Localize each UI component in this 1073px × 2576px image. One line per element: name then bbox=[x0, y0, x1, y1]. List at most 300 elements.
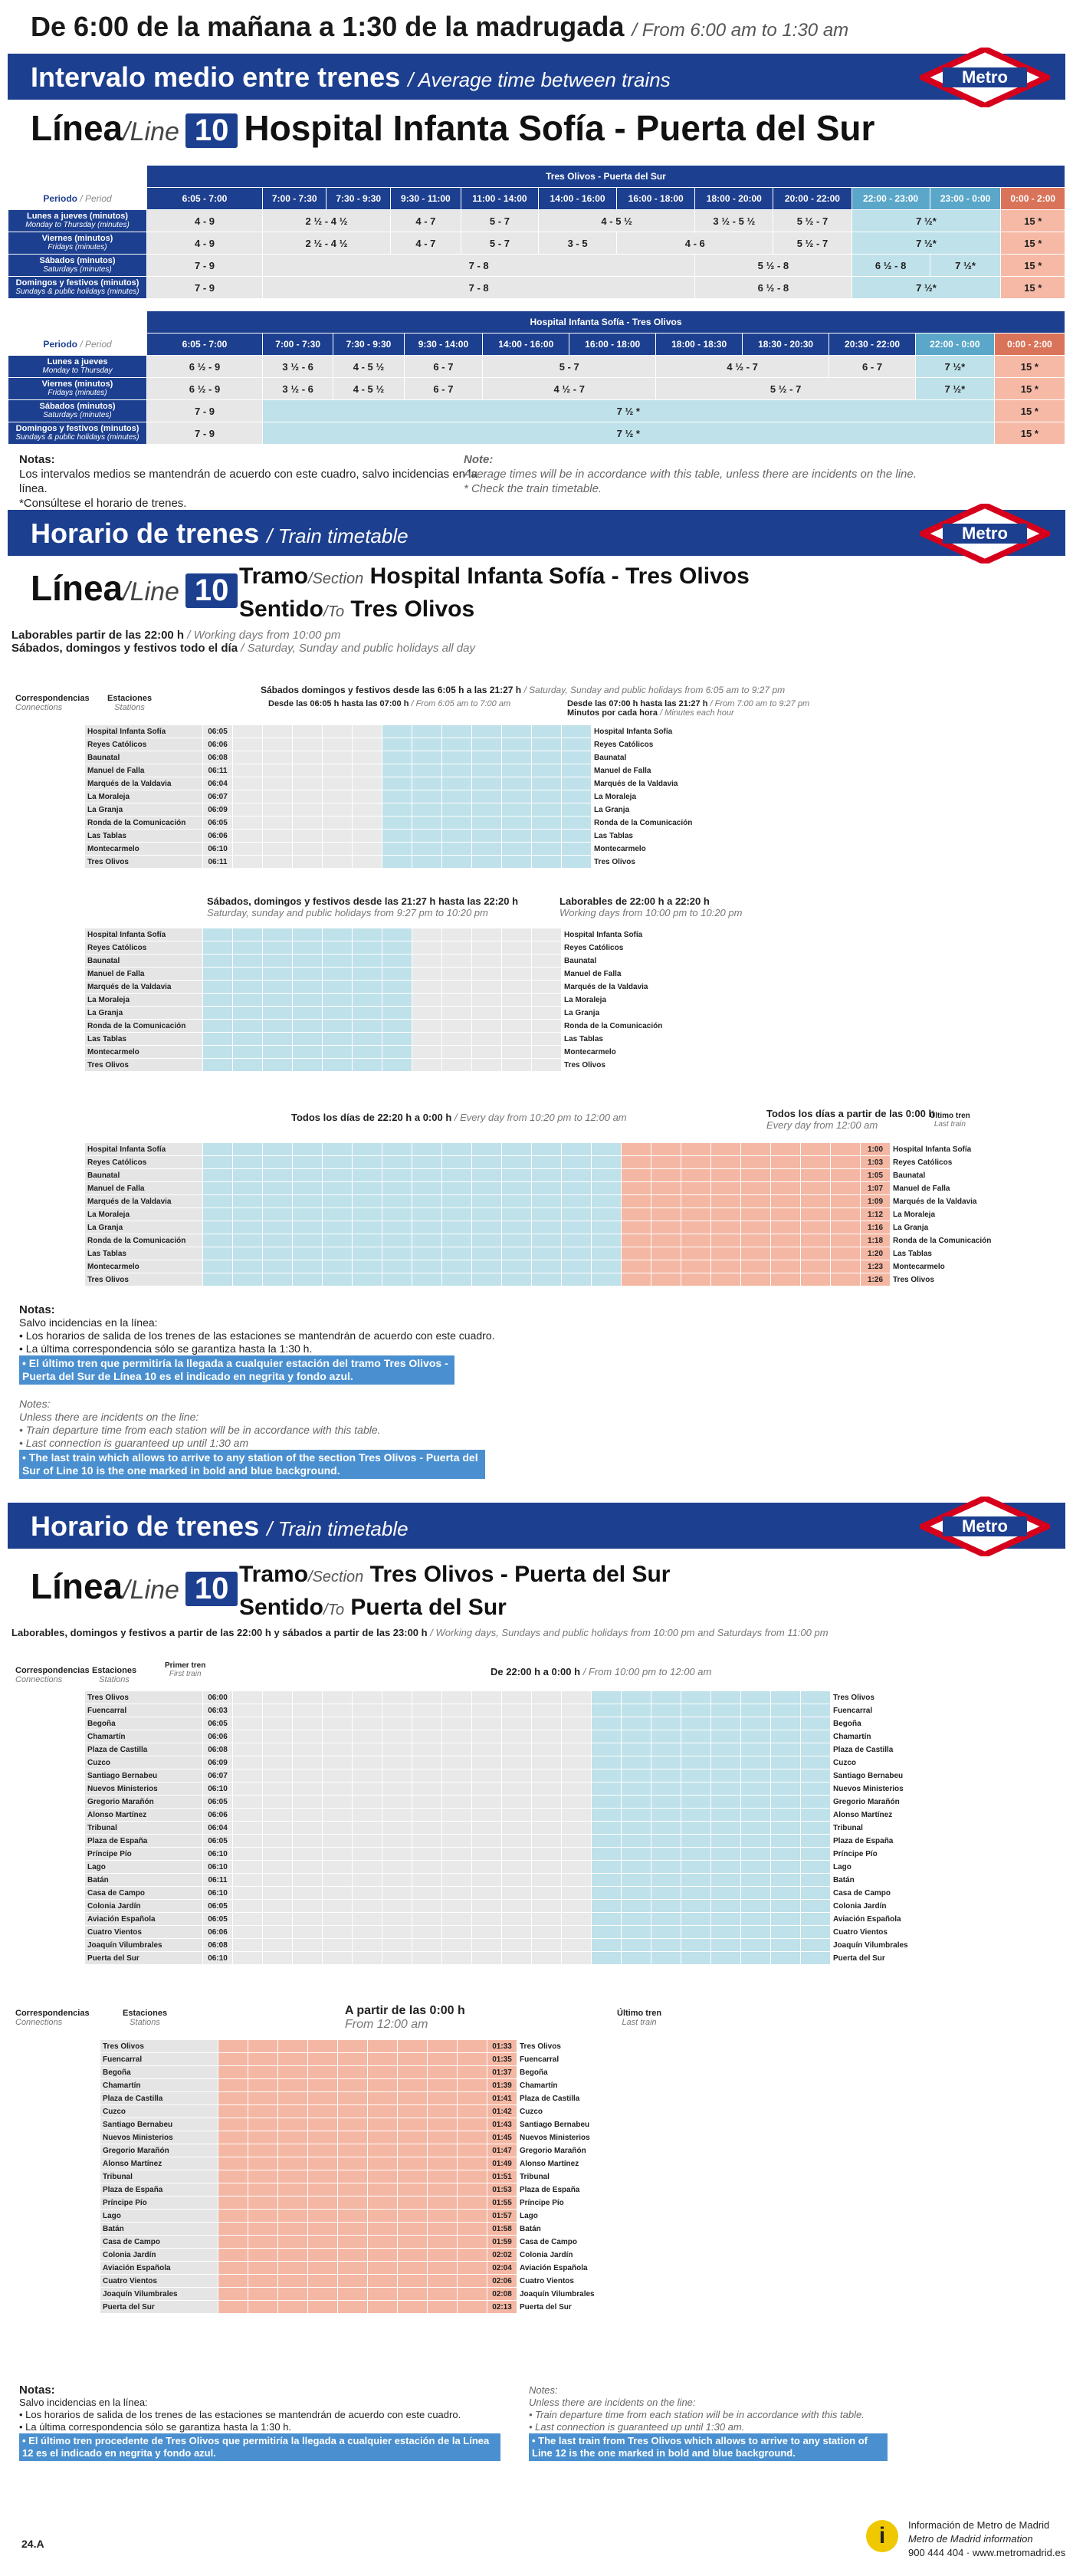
station-name: Ronda de la Comunicación bbox=[85, 1234, 203, 1247]
station-name: Montecarmelo bbox=[85, 843, 203, 856]
timetable-cell bbox=[458, 2053, 487, 2066]
timetable-cell bbox=[353, 1848, 382, 1861]
station-name: Príncipe Pío bbox=[85, 1848, 203, 1861]
timetable-row bbox=[85, 1007, 680, 1020]
timetable-cell bbox=[382, 777, 412, 790]
timetable-cell bbox=[353, 1208, 382, 1221]
timetable-cell bbox=[233, 1234, 263, 1247]
timetable-cell bbox=[502, 843, 532, 856]
timetable-cell bbox=[592, 1195, 622, 1208]
timetable-cell bbox=[233, 928, 263, 941]
timetable-cell bbox=[233, 1743, 263, 1756]
timetable-cell bbox=[472, 843, 502, 856]
timetable-cell bbox=[412, 994, 442, 1007]
station-name: La Granja bbox=[891, 1221, 1009, 1234]
timetable-cell bbox=[428, 2092, 458, 2105]
timetable-cell bbox=[562, 1887, 592, 1900]
timetable-cell bbox=[532, 777, 562, 790]
timetable-cell bbox=[278, 2131, 308, 2144]
timetable-cell bbox=[412, 751, 442, 764]
interval-time-header: 18:00 - 18:30 bbox=[656, 334, 743, 356]
timetable-cell bbox=[248, 2223, 278, 2236]
timetable-cell bbox=[801, 1221, 831, 1234]
timetable-cell bbox=[398, 2249, 428, 2262]
timetable-cell bbox=[428, 2249, 458, 2262]
timetable-cell bbox=[622, 1156, 651, 1169]
station-name: Las Tablas bbox=[592, 830, 710, 843]
timetable-row bbox=[100, 2301, 635, 2314]
timetable-cell bbox=[711, 1926, 741, 1939]
timetable-cell bbox=[681, 1756, 711, 1769]
last-train-time: 01:53 bbox=[487, 2183, 517, 2196]
first-train-time: 06:04 bbox=[203, 777, 233, 790]
timetable-cell bbox=[293, 725, 323, 738]
timetable-cell bbox=[532, 790, 562, 803]
timetable-cell bbox=[532, 1743, 562, 1756]
timetable-cell bbox=[323, 1809, 353, 1822]
timetable-cell bbox=[472, 1033, 502, 1046]
timetable-row bbox=[100, 2118, 635, 2131]
timetable-cell bbox=[458, 2262, 487, 2275]
stations-header-4: Estaciones Stations bbox=[123, 2009, 168, 2027]
timetable-cell bbox=[412, 803, 442, 816]
timetable-cell bbox=[293, 1020, 323, 1033]
timetable-cell bbox=[293, 1169, 323, 1182]
timetable-cell bbox=[622, 1234, 651, 1247]
timetable-cell bbox=[263, 1861, 293, 1874]
timetable-cell bbox=[651, 1874, 681, 1887]
timetable-cell bbox=[711, 1939, 741, 1952]
line-heading-3: Línea/Line 10 bbox=[31, 1566, 244, 1607]
timetable-cell bbox=[293, 1835, 323, 1848]
timetable-cell bbox=[323, 725, 353, 738]
timetable-cell bbox=[218, 2053, 248, 2066]
station-name: Marqués de la Valdavia bbox=[85, 981, 203, 994]
timetable-cell bbox=[562, 816, 592, 830]
station-name: Manuel de Falla bbox=[891, 1182, 1009, 1195]
station-name: Baunatal bbox=[891, 1169, 1009, 1182]
station-name: Fuencarral bbox=[85, 1704, 203, 1717]
timetable-cell bbox=[278, 2066, 308, 2079]
info-icon: i bbox=[866, 2520, 898, 2552]
station-name: Santiago Bernabeu bbox=[85, 1769, 203, 1783]
timetable-cell bbox=[203, 928, 233, 941]
timetable-row bbox=[85, 1848, 949, 1861]
timetable-cell bbox=[412, 1273, 442, 1286]
timetable-cell bbox=[532, 1887, 562, 1900]
timetable-cell bbox=[353, 1887, 382, 1900]
station-name: Batán bbox=[85, 1874, 203, 1887]
timetable-cell bbox=[382, 1952, 412, 1965]
tt2b-heading: Laborables de 22:00 h a 22:20 h Working days from 10:00 pm to 10:20 pm bbox=[559, 895, 743, 918]
timetable-cell bbox=[622, 1835, 651, 1848]
station-name: Reyes Católicos bbox=[562, 941, 680, 955]
timetable-cell bbox=[801, 1939, 831, 1952]
last-train-time: 02:06 bbox=[487, 2275, 517, 2288]
timetable-cell bbox=[293, 1717, 323, 1730]
timetable-cell bbox=[651, 1952, 681, 1965]
last-train-time: 01:49 bbox=[487, 2157, 517, 2170]
timetable-cell bbox=[218, 2066, 248, 2079]
station-name: Batán bbox=[100, 2223, 218, 2236]
timetable-cell bbox=[293, 1059, 323, 1072]
timetable-cell bbox=[308, 2118, 338, 2131]
timetable-cell bbox=[831, 1221, 861, 1234]
timetable-cell bbox=[711, 1756, 741, 1769]
timetable-cell bbox=[323, 1874, 353, 1887]
timetable-cell bbox=[741, 1913, 771, 1926]
timetable-cell bbox=[472, 856, 502, 869]
timetable-cell bbox=[293, 856, 323, 869]
timetable-cell bbox=[248, 2079, 278, 2092]
timetable-cell bbox=[622, 1900, 651, 1913]
station-name: Montecarmelo bbox=[891, 1260, 1009, 1273]
timetable-cell bbox=[233, 816, 263, 830]
timetable-cell bbox=[771, 1887, 801, 1900]
timetable-cell bbox=[338, 2288, 368, 2301]
timetable-cell bbox=[681, 1743, 711, 1756]
timetable-cell bbox=[323, 1952, 353, 1965]
timetable-cell bbox=[711, 1769, 741, 1783]
timetable-cell bbox=[233, 1195, 263, 1208]
timetable-cell bbox=[382, 1260, 412, 1273]
station-name: Reyes Católicos bbox=[85, 738, 203, 751]
timetable-cell bbox=[651, 1273, 681, 1286]
timetable-cell bbox=[382, 968, 412, 981]
timetable-cell bbox=[368, 2131, 398, 2144]
timetable-cell bbox=[711, 1704, 741, 1717]
last-train-time: 01:43 bbox=[487, 2118, 517, 2131]
timetable-cell bbox=[711, 1208, 741, 1221]
timetable-cell bbox=[711, 1887, 741, 1900]
timetable-cell bbox=[771, 1809, 801, 1822]
timetable-cell bbox=[293, 751, 323, 764]
last-train-time: 01:58 bbox=[487, 2223, 517, 2236]
timetable-cell bbox=[353, 1730, 382, 1743]
timetable-cell bbox=[442, 1247, 472, 1260]
timetable-cell bbox=[398, 2157, 428, 2170]
timetable-cell bbox=[442, 1835, 472, 1848]
timetable-cell bbox=[651, 1926, 681, 1939]
timetable-cell bbox=[338, 2262, 368, 2275]
timetable-cell bbox=[203, 1033, 233, 1046]
timetable-cell bbox=[771, 1221, 801, 1234]
timetable-cell bbox=[472, 1208, 502, 1221]
station-name: Nuevos Ministerios bbox=[517, 2131, 635, 2144]
timetable-cell bbox=[532, 1769, 562, 1783]
timetable-cell bbox=[263, 1769, 293, 1783]
timetable-cell bbox=[412, 764, 442, 777]
first-train-time: 06:03 bbox=[203, 1704, 233, 1717]
timetable-cell bbox=[428, 2066, 458, 2079]
timetable-cell bbox=[711, 1234, 741, 1247]
timetable-cell bbox=[502, 1247, 532, 1260]
timetable-cell bbox=[323, 981, 353, 994]
timetable-cell bbox=[293, 1195, 323, 1208]
timetable-cell bbox=[472, 1007, 502, 1020]
station-name: Hospital Infanta Sofía bbox=[592, 725, 710, 738]
timetable-cell bbox=[353, 751, 382, 764]
timetable-cell bbox=[472, 1221, 502, 1234]
station-name: Chamartín bbox=[85, 1730, 203, 1743]
station-name: Lago bbox=[831, 1861, 949, 1874]
station-name: La Moraleja bbox=[85, 994, 203, 1007]
timetable-cell bbox=[458, 2196, 487, 2210]
timetable-cell bbox=[681, 1273, 711, 1286]
timetable-cell bbox=[353, 1182, 382, 1195]
timetable-cell bbox=[412, 1691, 442, 1704]
timetable-cell bbox=[442, 1273, 472, 1286]
timetable-cell bbox=[592, 1783, 622, 1796]
timetable-cell bbox=[412, 1900, 442, 1913]
timetable-cell bbox=[741, 1143, 771, 1156]
station-name: Las Tablas bbox=[891, 1247, 1009, 1260]
timetable-cell bbox=[472, 1874, 502, 1887]
timetable-cell bbox=[353, 1900, 382, 1913]
timetable-cell bbox=[293, 843, 323, 856]
last-train-time: 1:03 bbox=[861, 1156, 891, 1169]
timetable-cell bbox=[442, 816, 472, 830]
section-banner-timetable-2: Horario de trenes / Train timetable Metro bbox=[8, 1503, 1065, 1549]
station-name: Nuevos Ministerios bbox=[831, 1783, 949, 1796]
timetable-row bbox=[85, 941, 680, 955]
timetable-cell bbox=[428, 2183, 458, 2196]
station-name: Tres Olivos bbox=[592, 856, 710, 869]
timetable-cell bbox=[263, 1221, 293, 1234]
station-name: Baunatal bbox=[85, 1169, 203, 1182]
timetable-cell bbox=[428, 2053, 458, 2066]
timetable-cell bbox=[353, 1195, 382, 1208]
timetable-cell bbox=[248, 2196, 278, 2210]
timetable-cell bbox=[651, 1730, 681, 1743]
timetable-cell bbox=[442, 725, 472, 738]
timetable-row bbox=[85, 1020, 680, 1033]
timetable-row bbox=[85, 725, 710, 738]
tt2-heading: Sábados, domingos y festivos desde las 21:27 h hasta las 22:20 h Saturday, sunday and public holidays from 9:27 pm to 10:20 pm bbox=[207, 895, 519, 918]
timetable-cell bbox=[532, 1020, 562, 1033]
timetable-cell bbox=[353, 1260, 382, 1273]
timetable-cell bbox=[368, 2210, 398, 2223]
timetable-cell bbox=[263, 941, 293, 955]
station-name: Tres Olivos bbox=[85, 1691, 203, 1704]
timetable-cell bbox=[323, 1861, 353, 1874]
station-name: Baunatal bbox=[592, 751, 710, 764]
timetable-cell bbox=[502, 1874, 532, 1887]
timetable-cell bbox=[233, 1900, 263, 1913]
timetable-cell bbox=[771, 1913, 801, 1926]
timetable-cell bbox=[323, 941, 353, 955]
station-name: Tres Olivos bbox=[891, 1273, 1009, 1286]
timetable-cell bbox=[382, 1874, 412, 1887]
timetable-cell bbox=[472, 751, 502, 764]
timetable-cell bbox=[323, 1046, 353, 1059]
timetable-cell bbox=[532, 1247, 562, 1260]
timetable-cell bbox=[382, 994, 412, 1007]
timetable-cell bbox=[308, 2223, 338, 2236]
page-number: 24.A bbox=[21, 2538, 44, 2550]
timetable-cell bbox=[248, 2170, 278, 2183]
timetable-cell bbox=[562, 1822, 592, 1835]
timetable-cell bbox=[502, 941, 532, 955]
timetable-cell bbox=[233, 1783, 263, 1796]
timetable-cell bbox=[711, 1247, 741, 1260]
timetable-cell bbox=[233, 1769, 263, 1783]
first-train-time: 06:05 bbox=[203, 1913, 233, 1926]
timetable-cell bbox=[263, 830, 293, 843]
timetable-cell bbox=[681, 1848, 711, 1861]
station-name: La Granja bbox=[85, 1007, 203, 1020]
timetable-cell bbox=[771, 1182, 801, 1195]
timetable-cell bbox=[532, 751, 562, 764]
interval-time-header: 22:00 - 23:00 bbox=[852, 188, 930, 210]
timetable-cell bbox=[592, 1952, 622, 1965]
svg-text:Metro: Metro bbox=[962, 1516, 1008, 1536]
timetable-cell bbox=[323, 777, 353, 790]
timetable-cell bbox=[472, 928, 502, 941]
timetable-cell bbox=[368, 2288, 398, 2301]
timetable-cell bbox=[502, 830, 532, 843]
timetable-cell bbox=[368, 2236, 398, 2249]
last-train-time: 1:26 bbox=[861, 1273, 891, 1286]
timetable-cell bbox=[472, 994, 502, 1007]
timetable-cell bbox=[532, 1234, 562, 1247]
timetable-cell bbox=[398, 2262, 428, 2275]
timetable-row bbox=[85, 1874, 949, 1887]
station-name: Plaza de Castilla bbox=[85, 1743, 203, 1756]
timetable-cell bbox=[263, 955, 293, 968]
timetable-cell bbox=[532, 1260, 562, 1273]
timetable-cell bbox=[651, 1691, 681, 1704]
timetable-cell bbox=[458, 2183, 487, 2196]
timetable-cell bbox=[278, 2223, 308, 2236]
timetable-row bbox=[85, 1822, 949, 1835]
timetable-cell bbox=[293, 1809, 323, 1822]
timetable-cell bbox=[398, 2236, 428, 2249]
timetable-cell bbox=[323, 1887, 353, 1900]
timetable-cell bbox=[562, 1169, 592, 1182]
timetable-row bbox=[100, 2157, 635, 2170]
timetable-cell bbox=[428, 2105, 458, 2118]
station-name: Tres Olivos bbox=[85, 1059, 203, 1072]
timetable-cell bbox=[801, 1913, 831, 1926]
timetable-cell bbox=[681, 1247, 711, 1260]
timetable-cell bbox=[458, 2301, 487, 2314]
station-name: Manuel de Falla bbox=[562, 968, 680, 981]
timetable-cell bbox=[412, 941, 442, 955]
station-name: La Granja bbox=[592, 803, 710, 816]
timetable-cell bbox=[771, 1691, 801, 1704]
interval-time-header: 20:00 - 22:00 bbox=[773, 188, 852, 210]
last-train-time: 01:37 bbox=[487, 2066, 517, 2079]
timetable-cell bbox=[458, 2105, 487, 2118]
svg-text:Metro: Metro bbox=[962, 524, 1008, 543]
timetable-cell bbox=[412, 968, 442, 981]
timetable-cell bbox=[532, 1874, 562, 1887]
timetable-cell bbox=[801, 1835, 831, 1848]
timetable-cell bbox=[442, 1809, 472, 1822]
timetable-cell bbox=[233, 1691, 263, 1704]
timetable-cell bbox=[293, 1234, 323, 1247]
timetable-cell bbox=[278, 2092, 308, 2105]
timetable-cell bbox=[442, 1033, 472, 1046]
timetable-cell bbox=[323, 1020, 353, 1033]
station-name: Joaquín Vilumbrales bbox=[831, 1939, 949, 1952]
timetable-cell bbox=[233, 1182, 263, 1195]
station-name: Príncipe Pío bbox=[831, 1848, 949, 1861]
timetable-cell bbox=[293, 981, 323, 994]
timetable-cell bbox=[323, 1234, 353, 1247]
timetable-cell bbox=[412, 1007, 442, 1020]
timetable-cell bbox=[532, 803, 562, 816]
section-banner-intervals: Intervalo medio entre trenes / Average time between trains Metro bbox=[8, 54, 1065, 100]
timetable-cell bbox=[203, 1182, 233, 1195]
timetable-cell bbox=[741, 1156, 771, 1169]
timetable-cell bbox=[472, 1887, 502, 1900]
timetable-cell bbox=[532, 1848, 562, 1861]
station-name: Tribunal bbox=[100, 2170, 218, 2183]
timetable-cell bbox=[502, 1939, 532, 1952]
timetable-cell bbox=[442, 1783, 472, 1796]
timetable-cell bbox=[412, 843, 442, 856]
timetable-cell bbox=[368, 2092, 398, 2105]
last-train-time: 1:16 bbox=[861, 1221, 891, 1234]
timetable-cell bbox=[233, 1260, 263, 1273]
timetable-cell bbox=[622, 1717, 651, 1730]
station-name: Las Tablas bbox=[562, 1033, 680, 1046]
timetable-cell bbox=[233, 1756, 263, 1769]
timetable-cell bbox=[711, 1900, 741, 1913]
last-train-time: 01:45 bbox=[487, 2131, 517, 2144]
interval-time-header: 14:00 - 16:00 bbox=[539, 188, 617, 210]
station-name: Hospital Infanta Sofía bbox=[85, 928, 203, 941]
last-train-time: 01:47 bbox=[487, 2144, 517, 2157]
timetable-cell bbox=[428, 2236, 458, 2249]
timetable-cell bbox=[412, 1156, 442, 1169]
timetable-cell bbox=[263, 1874, 293, 1887]
timetable-cell bbox=[412, 790, 442, 803]
timetable-cell bbox=[233, 968, 263, 981]
station-name: Colonia Jardín bbox=[100, 2249, 218, 2262]
station-name: Alonso Martínez bbox=[100, 2157, 218, 2170]
timetable-cell bbox=[412, 1926, 442, 1939]
timetable-cell bbox=[382, 1743, 412, 1756]
timetable-cell bbox=[741, 1743, 771, 1756]
timetable-cell bbox=[263, 843, 293, 856]
intervals-notes-en: Note: Average times will be in accordance with this table, unless there are incidents on the line. * Check the train timetable. bbox=[464, 453, 917, 495]
timetable-cell bbox=[681, 1704, 711, 1717]
timetable-cell bbox=[353, 1796, 382, 1809]
timetable-cell bbox=[398, 2066, 428, 2079]
timetable-cell bbox=[398, 2131, 428, 2144]
timetable-cell bbox=[472, 816, 502, 830]
timetable-row bbox=[85, 1182, 1009, 1195]
timetable-cell bbox=[622, 1260, 651, 1273]
timetable-cell bbox=[681, 1900, 711, 1913]
timetable-cell bbox=[398, 2144, 428, 2157]
timetable-cell bbox=[472, 941, 502, 955]
timetable-cell bbox=[502, 1059, 532, 1072]
timetable-cell bbox=[338, 2301, 368, 2314]
timetable-cell bbox=[428, 2223, 458, 2236]
timetable-row bbox=[85, 928, 680, 941]
timetable-cell bbox=[741, 1208, 771, 1221]
timetable-cell bbox=[412, 1208, 442, 1221]
timetable-cell bbox=[741, 1221, 771, 1234]
timetable-cell bbox=[233, 1809, 263, 1822]
station-name: Cuatro Vientos bbox=[100, 2275, 218, 2288]
timetable-cell bbox=[502, 1195, 532, 1208]
timetable-cell bbox=[801, 1169, 831, 1182]
